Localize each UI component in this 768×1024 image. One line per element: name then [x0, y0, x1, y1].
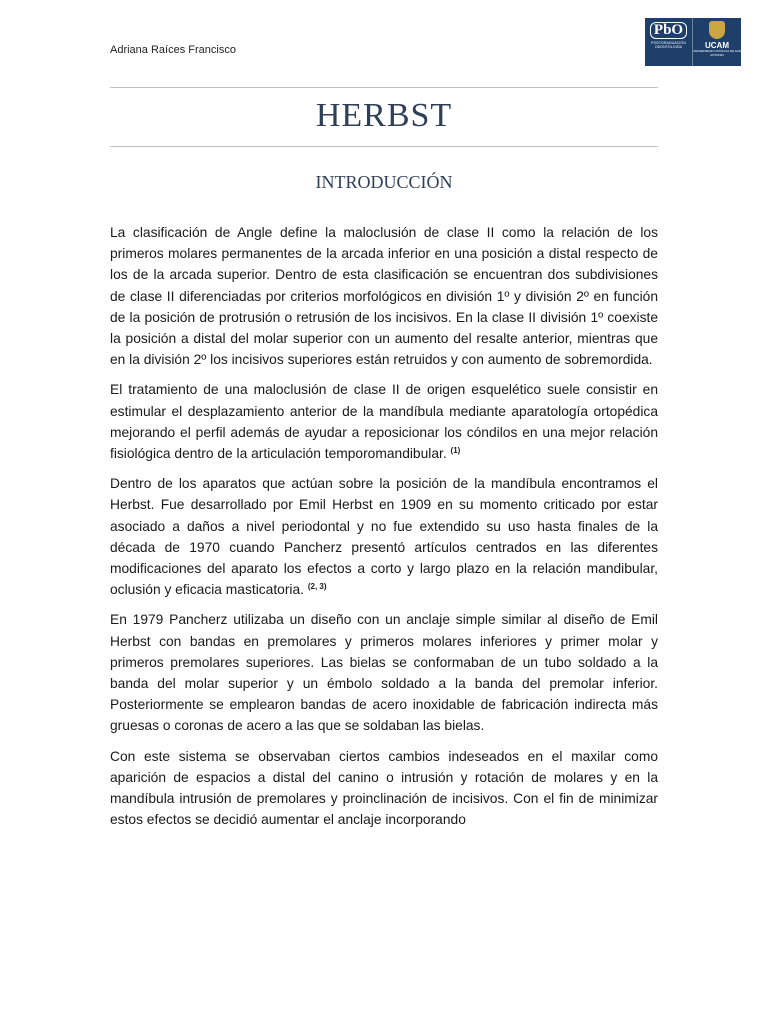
body-text [110, 222, 658, 839]
header-author: Adriana Raíces Francisco [110, 44, 236, 56]
title-top-divider [110, 87, 658, 88]
ucam-logo [693, 18, 741, 66]
shield-icon [709, 21, 725, 39]
section-heading: INTRODUCCIÓN [315, 172, 453, 192]
pbo-mark: PbO [650, 22, 687, 39]
citation: (1) [450, 446, 461, 456]
pbo-caption: POSTGRADUACIÓN ODONTOLOGÍA [651, 41, 686, 49]
institution-logo [645, 18, 741, 66]
paragraph-4: En 1979 Pancherz utilizaba un diseño con un anclaje simple similar al diseño de Emil Herbst con bandas en premolares y primeros molares inferiores y primer molar y primeros premolares superiores. Las bielas se conformaban de un tubo soldado a la banda del molar superior y un émbolo soldado a la banda del premolar inferior. Posteriormente se emplearon bandas de acero inoxidable de fabricación indirecta más gruesas o coronas de acero a las que se soldaban las bielas. [110, 612, 658, 734]
paragraph-5: Con este sistema se observaban ciertos cambios indeseados en el maxilar como aparición de espacios a distal del canino o intrusión y rotación de molares y en la mandíbula intrusión de premolares y proinclinación de incisivos. Con el fin de minimizar estos efectos se decidió aumentar el anclaje incorporando [110, 748, 658, 828]
citation: (2, 3) [307, 582, 327, 592]
ucam-caption: UNIVERSIDAD CATÓLICA DE SAN ANTONIO [693, 49, 741, 57]
pbo-logo [645, 18, 693, 66]
paragraph-2: El tratamiento de una maloclusión de clase II de origen esquelético suele consistir en estimular el desplazamiento anterior de la mandíbula mediante aparatología ortopédica mejorando el perfil además de ayudar a reposicionar los cóndilos en una mejor relación fisiológica dentro de la articulación temporomandibular. $^{(1)}$ [110, 382, 658, 462]
paragraph-1: La clasificación de Angle define la maloclusión de clase II como la relación de los primeros molares permanentes de la arcada inferior en una posición a distal respecto de los de la arcada superior. Dentro de esta clasificación se encuentran dos subdivisiones de clase II diferenciadas por criterios morfológicos en división 1º y división 2º en función de la posición de protrusión o retrusión de los incisivos. En la clase II división 1º coexiste la posición a distal del molar superior con un aumento del resalte anterior, mientras que en la división 2º los incisivos superiores están retruidos y con aumento de sobremordida. [110, 225, 658, 368]
title-bottom-divider [110, 146, 658, 147]
paragraph-3: Dentro de los aparatos que actúan sobre la posición de la mandíbula encontramos el Herbst. Fue desarrollado por Emil Herbst en 1909 en su momento criticado por estar asociado a daños a nivel periodontal y no fue extendido su uso hasta finales de la década de 1970 cuando Pancherz presentó artículos centrados en las diferentes modificaciones del aparato los efectos a corto y largo plazo en la relación mandibular, oclusión y eficacia masticatoria. $^{(2, 3)}$ [110, 476, 658, 598]
ucam-name: UCAM [705, 41, 729, 50]
page-title: HERBST [315, 97, 453, 134]
